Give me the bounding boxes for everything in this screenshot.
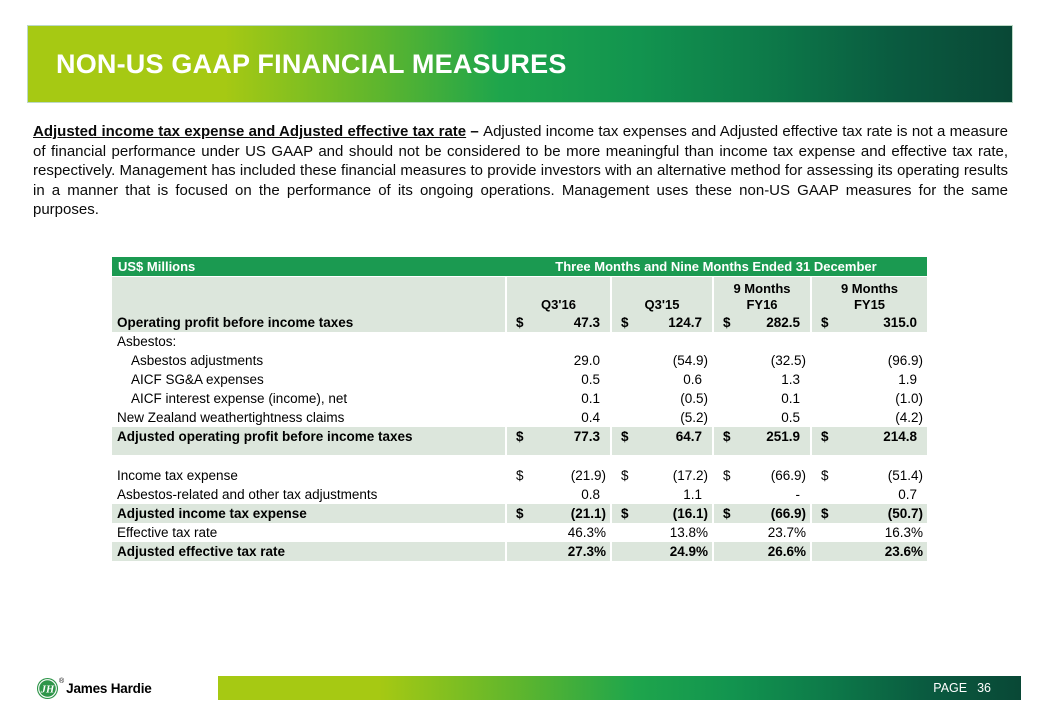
table-row xyxy=(112,523,927,542)
cell-value: 26.6% xyxy=(767,544,806,559)
value-cell xyxy=(505,427,610,455)
svg-text:JH: JH xyxy=(40,684,55,696)
cell-value: 214.8 xyxy=(883,429,917,444)
table-row xyxy=(112,389,927,408)
cell-value: 0.6 xyxy=(683,372,702,387)
row-label: AICF SG&A expenses xyxy=(131,372,264,387)
footer-gradient-bar xyxy=(218,676,1021,700)
cell-value: (16.1) xyxy=(672,506,708,521)
value-cell xyxy=(810,485,927,504)
cell-value: 24.9% xyxy=(669,544,708,559)
value-cell xyxy=(810,408,927,427)
dollar-sign: $ xyxy=(621,315,629,330)
financial-table xyxy=(112,257,927,561)
dollar-sign: $ xyxy=(723,315,731,330)
table-row xyxy=(112,427,927,455)
cell-value: 0.5 xyxy=(581,372,600,387)
row-label: Adjusted operating profit before income taxes xyxy=(112,427,505,455)
value-cell xyxy=(610,466,712,485)
cell-value: 282.5 xyxy=(766,315,800,330)
value-cell xyxy=(610,523,712,542)
value-cell xyxy=(712,523,810,542)
value-cell xyxy=(505,351,610,370)
cell-value: 0.8 xyxy=(581,487,600,502)
cell-value: 1.9 xyxy=(898,372,917,387)
dollar-sign: $ xyxy=(516,506,524,521)
value-cell xyxy=(610,408,712,427)
table-body xyxy=(112,313,927,561)
value-cell xyxy=(610,427,712,455)
value-cell xyxy=(810,466,927,485)
cell-value: (66.9) xyxy=(770,468,806,483)
intro-lead-phrase: Adjusted income tax expense and Adjusted effective tax rate xyxy=(33,123,467,140)
page-label: PAGE xyxy=(933,681,968,695)
dollar-sign: $ xyxy=(516,468,524,483)
value-cell xyxy=(712,389,810,408)
table-column-header-row xyxy=(112,277,927,313)
dollar-sign: $ xyxy=(516,429,524,444)
dollar-sign: $ xyxy=(821,506,829,521)
table-row xyxy=(112,332,927,351)
cell-value: (50.7) xyxy=(887,506,923,521)
cell-value: 29.0 xyxy=(573,353,600,368)
value-cell xyxy=(810,351,927,370)
value-cell xyxy=(712,504,810,523)
dollar-sign: $ xyxy=(821,468,829,483)
cell-value: (32.5) xyxy=(770,353,806,368)
value-cell xyxy=(712,370,810,389)
table-row xyxy=(112,408,927,427)
period-header: Three Months and Nine Months Ended 31 December xyxy=(555,259,877,274)
cell-value: 251.9 xyxy=(766,429,800,444)
brand-lockup xyxy=(36,677,152,700)
value-cell xyxy=(810,427,927,455)
dollar-sign: $ xyxy=(821,315,829,330)
value-cell xyxy=(505,542,610,561)
value-cell xyxy=(610,370,712,389)
cell-value: 1.3 xyxy=(781,372,800,387)
brand-name: James Hardie xyxy=(66,681,152,696)
value-cell xyxy=(505,370,610,389)
column-header-q316: Q3'16 xyxy=(505,277,610,313)
cell-value: (1.0) xyxy=(895,391,923,406)
table-row xyxy=(112,351,927,370)
value-cell xyxy=(810,542,927,561)
cell-value: 27.3% xyxy=(567,544,606,559)
cell-value: 13.8% xyxy=(669,525,708,540)
dollar-sign: $ xyxy=(621,468,629,483)
value-cell xyxy=(712,542,810,561)
column-header-q315: Q3'15 xyxy=(610,277,712,313)
row-label: AICF interest expense (income), net xyxy=(131,391,348,406)
cell-value: (4.2) xyxy=(895,410,923,425)
cell-value: (96.9) xyxy=(887,353,923,368)
value-cell xyxy=(505,408,610,427)
cell-value: 64.7 xyxy=(675,429,702,444)
value-cell xyxy=(810,332,927,351)
dollar-sign: $ xyxy=(821,429,829,444)
dollar-sign: $ xyxy=(723,506,731,521)
cell-value: - xyxy=(795,487,800,502)
cell-value: 77.3 xyxy=(573,429,600,444)
value-cell xyxy=(610,504,712,523)
value-cell xyxy=(505,504,610,523)
value-cell xyxy=(610,485,712,504)
row-label: Income tax expense xyxy=(117,468,238,483)
cell-value: (21.1) xyxy=(570,506,606,521)
value-cell xyxy=(505,332,610,351)
cell-value: 47.3 xyxy=(573,315,600,330)
value-cell xyxy=(505,466,610,485)
value-cell xyxy=(610,332,712,351)
cell-value: (54.9) xyxy=(672,353,708,368)
row-label: Adjusted income tax expense xyxy=(112,504,505,523)
column-header-9m-fy15: 9 Months FY15 xyxy=(810,277,927,313)
value-cell xyxy=(505,389,610,408)
dollar-sign: $ xyxy=(516,315,524,330)
intro-dash: – xyxy=(466,123,484,140)
row-label: Adjusted effective tax rate xyxy=(112,542,505,561)
cell-value: 0.1 xyxy=(781,391,800,406)
column-header-blank xyxy=(112,277,505,313)
page-title: NON-US GAAP FINANCIAL MEASURES xyxy=(56,48,567,79)
dollar-sign: $ xyxy=(621,429,629,444)
table-row xyxy=(112,370,927,389)
cell-value: (66.9) xyxy=(770,506,806,521)
footer xyxy=(0,674,1040,702)
value-cell xyxy=(712,408,810,427)
intro-body-text: Adjusted income tax expenses and Adjusted effective tax rate is not a measure of financial performance under US GAAP and should not be considered to be more meaningful than income tax expense and effective tax rate, respectively. Management has included these financial measures to provide investors with an alternative method for assessing its operating results in a manner that is focused on the performance of its ongoing operations. Management uses these non-US GAAP measures for the same purposes. xyxy=(33,123,1008,219)
cell-value: 23.6% xyxy=(884,544,923,559)
value-cell xyxy=(610,389,712,408)
cell-value: 1.1 xyxy=(683,487,702,502)
value-cell xyxy=(810,370,927,389)
value-cell xyxy=(810,523,927,542)
cell-value: (0.5) xyxy=(680,391,708,406)
cell-value: 0.1 xyxy=(581,391,600,406)
cell-value: (21.9) xyxy=(570,468,606,483)
value-cell xyxy=(610,542,712,561)
row-label: Asbestos: xyxy=(117,334,177,349)
dollar-sign: $ xyxy=(723,468,731,483)
title-bar xyxy=(27,25,1013,103)
value-cell xyxy=(505,485,610,504)
table-row xyxy=(112,504,927,523)
page-number: 36 xyxy=(977,681,991,695)
cell-value: 124.7 xyxy=(668,315,702,330)
value-cell xyxy=(810,389,927,408)
value-cell xyxy=(712,351,810,370)
row-label: Asbestos adjustments xyxy=(131,353,264,368)
value-cell xyxy=(712,427,810,455)
value-cell xyxy=(610,351,712,370)
value-cell xyxy=(810,504,927,523)
row-label: New Zealand weathertightness claims xyxy=(117,410,345,425)
value-cell xyxy=(712,466,810,485)
value-cell xyxy=(610,313,712,332)
table-row xyxy=(112,466,927,485)
cell-value: (5.2) xyxy=(680,410,708,425)
registered-mark: ® xyxy=(59,678,65,685)
cell-value: 16.3% xyxy=(884,525,923,540)
dollar-sign: $ xyxy=(621,506,629,521)
value-cell xyxy=(505,313,610,332)
row-label: Operating profit before income taxes xyxy=(112,313,505,332)
table-row xyxy=(112,485,927,504)
cell-value: 23.7% xyxy=(767,525,806,540)
value-cell xyxy=(505,523,610,542)
column-header-9m-fy16: 9 Months FY16 xyxy=(712,277,810,313)
cell-value: (17.2) xyxy=(672,468,708,483)
table-spacer-row xyxy=(112,455,927,466)
units-label: US$ Millions xyxy=(118,259,196,274)
table-row xyxy=(112,542,927,561)
value-cell xyxy=(712,485,810,504)
value-cell xyxy=(712,313,810,332)
dollar-sign: $ xyxy=(723,429,731,444)
intro-paragraph xyxy=(33,122,1008,220)
cell-value: 315.0 xyxy=(883,315,917,330)
cell-value: 0.7 xyxy=(898,487,917,502)
cell-value: 0.4 xyxy=(581,410,600,425)
row-label: Effective tax rate xyxy=(117,525,218,540)
value-cell xyxy=(810,313,927,332)
row-label: Asbestos-related and other tax adjustments xyxy=(117,487,378,502)
cell-value: 0.5 xyxy=(781,410,800,425)
value-cell xyxy=(712,332,810,351)
table-row xyxy=(112,313,927,332)
james-hardie-logo-icon xyxy=(36,677,59,700)
cell-value: (51.4) xyxy=(887,468,923,483)
cell-value: 46.3% xyxy=(567,525,606,540)
table-title-row xyxy=(112,257,927,277)
